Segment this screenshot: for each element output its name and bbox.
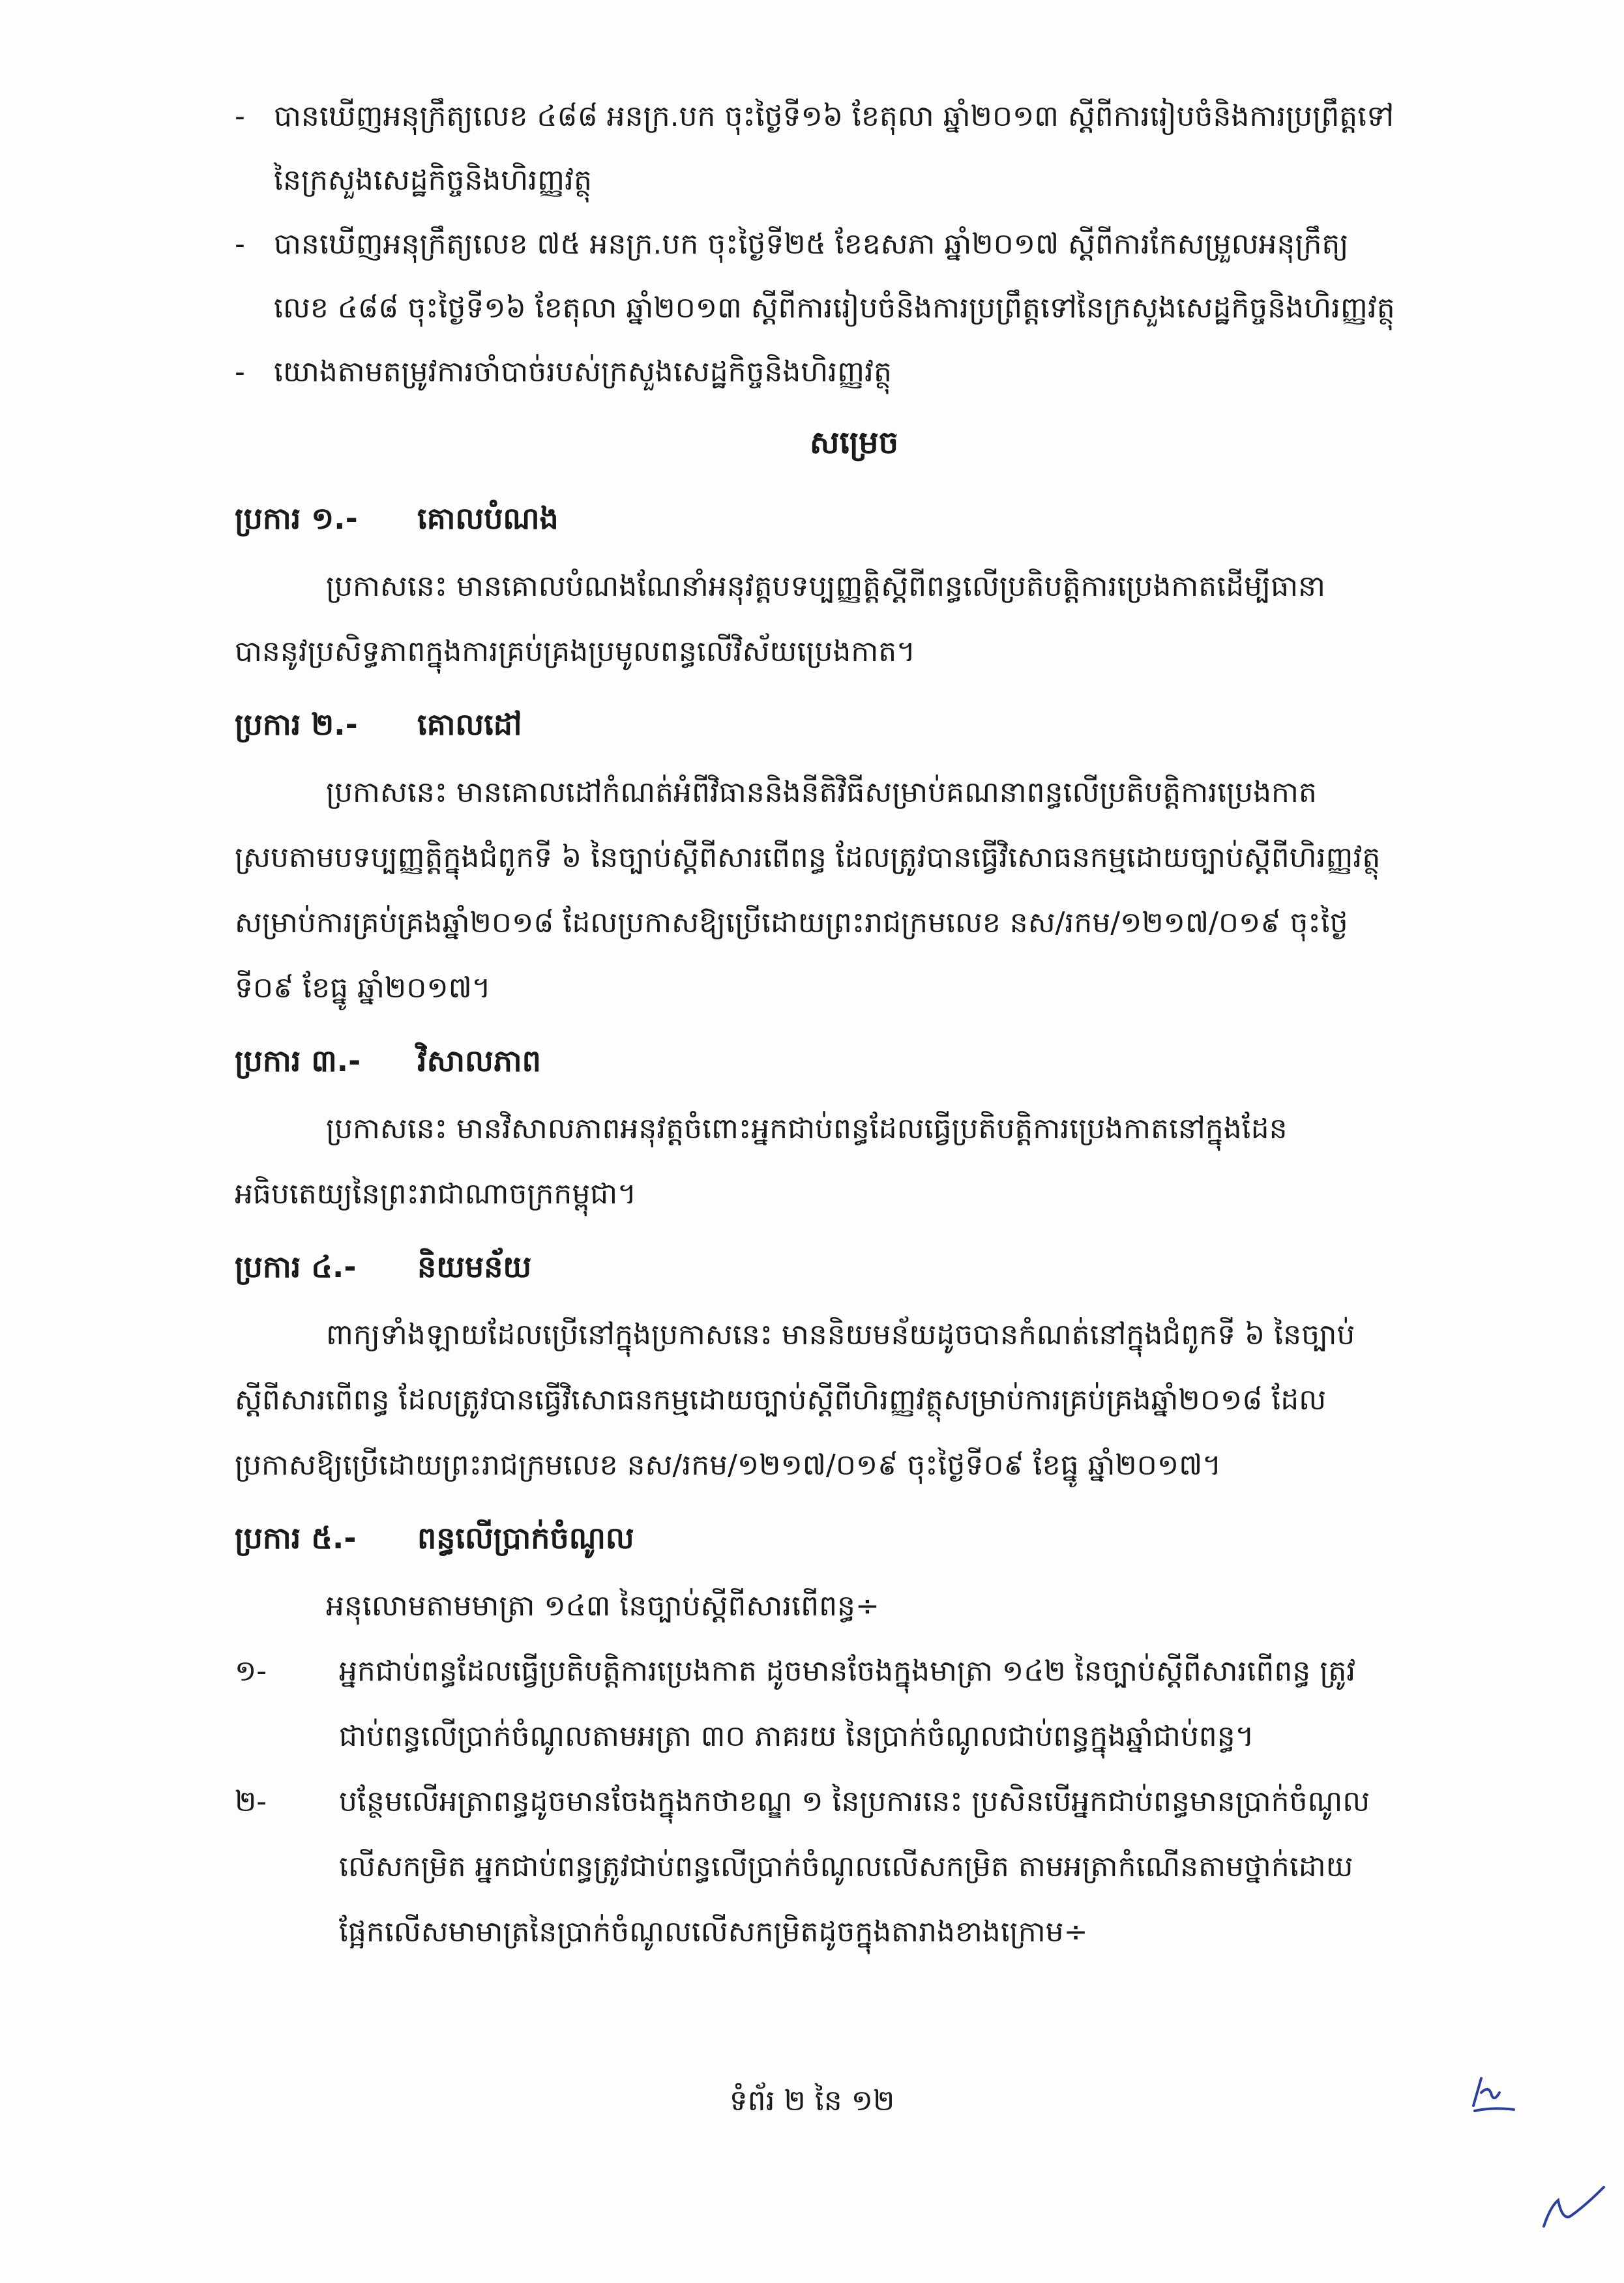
article-paragraph-1 xyxy=(235,554,1473,685)
article-paragraph-5 xyxy=(235,1574,1473,1639)
paragraph-line: ស្តីពីសារពើពន្ធ ដែលត្រូវបានធ្វើវិសោធនកម្មដោយច្បាប់ស្តីពីហិរញ្ញវត្ថុសម្រាប់ការគ្រប់គ្រងឆ្នាំ២០១៨ ដែល xyxy=(235,1383,1327,1417)
article-heading-5 xyxy=(235,1502,1473,1574)
bullet-dash: - xyxy=(235,100,245,133)
handwritten-initial xyxy=(1467,2073,1519,2119)
article-heading-1 xyxy=(235,482,1473,554)
bullet-dash: - xyxy=(235,355,245,389)
article-title: វិសាលភាព xyxy=(417,1043,541,1078)
article-number: ប្រការ ៣.- xyxy=(235,1043,361,1078)
item-line: អ្នកជាប់ពន្ធដែលធ្វើប្រតិបត្តិការប្រេងកាត ដូចមានចែងក្នុងមាត្រា ១៤២ នៃច្បាប់ស្តីពីសារពើពន្ធ ត្រូវ xyxy=(339,1655,1356,1688)
paragraph-line: អនុលោមតាមមាត្រា ១៤៣ នៃច្បាប់ស្តីពីសារពើពន្ធ÷ xyxy=(326,1589,879,1623)
article-title: ពន្ធលើប្រាក់ចំណូល xyxy=(417,1520,634,1555)
article-number: ប្រការ ២.- xyxy=(235,707,358,742)
article-title: គោលបំណង xyxy=(417,501,559,536)
item-line: ជាប់ពន្ធលើប្រាក់ចំណូលតាមអត្រា ៣០ ភាគរយ នៃប្រាក់ចំណូលជាប់ពន្ធក្នុងឆ្នាំជាប់ពន្ធ។ xyxy=(339,1720,1254,1753)
preamble-bullet-3 xyxy=(235,340,1473,404)
paragraph-line: ប្រកាសនេះ មានគោលដៅកំណត់អំពីវិធាននិងនីតិវិធីសម្រាប់គណនាពន្ធលើប្រតិបត្តិការប្រេងកាត xyxy=(326,776,1317,809)
article-paragraph-3 xyxy=(235,1097,1473,1227)
numbered-item-1 xyxy=(235,1639,1473,1769)
article-number: ប្រការ ៥.- xyxy=(235,1520,357,1555)
preamble-bullet-2 xyxy=(235,213,1473,276)
decision-heading: សម្រេច xyxy=(809,424,899,461)
document-body xyxy=(235,85,1473,1965)
paragraph-line: អធិបតេយ្យនៃព្រះរាជាណាចក្រកម្ពុជា។ xyxy=(235,1177,637,1211)
preamble-bullet-1 xyxy=(235,85,1473,149)
article-title: និយមន័យ xyxy=(417,1249,532,1284)
paragraph-line: សម្រាប់ការគ្រប់គ្រងឆ្នាំ២០១៨ ដែលប្រកាសឱ្យប្រើដោយព្រះរាជក្រមលេខ នស/រកម/១២១៧/០១៩ ចុះថ្ងៃ xyxy=(235,906,1348,939)
preamble-line: បានឃើញអនុក្រឹត្យលេខ ៧៥ អនក្រ.បក ចុះថ្ងៃទី២៥ ខែឧសភា ឆ្នាំ២០១៧ ស្តីពីការកែសម្រួលអនុក្រឹត្យ xyxy=(274,228,1349,261)
paragraph-line: បាននូវប្រសិទ្ធភាពក្នុងការគ្រប់គ្រងប្រមូលពន្ធលើវិស័យប្រេងកាត។ xyxy=(235,635,916,668)
preamble-line: បានឃើញអនុក្រឹត្យលេខ ៤៨៨ អនក្រ.បក ចុះថ្ងៃទី១៦ ខែតុលា ឆ្នាំ២០១៣ ស្តីពីការរៀបចំនិងការប្រព្រឹត្តទៅ xyxy=(274,100,1395,133)
preamble-line: លេខ ៤៨៨ ចុះថ្ងៃទី១៦ ខែតុលា ឆ្នាំ២០១៣ ស្តីពីការរៀបចំនិងការប្រព្រឹត្តទៅនៃក្រសួងសេដ្ឋកិច្ចនិងហិរញ្ញវត្ថុ xyxy=(274,291,1395,325)
bullet-dash: - xyxy=(235,228,245,261)
article-heading-4 xyxy=(235,1231,1473,1303)
article-title: គោលដៅ xyxy=(417,707,522,742)
paragraph-line: ស្របតាមបទប្បញ្ញត្តិក្នុងជំពូកទី ៦ នៃច្បាប់ស្តីពីសារពើពន្ធ ដែលត្រូវបានធ្វើវិសោធនកម្មដោយច្បាប់ស្តីពីហិរញ្ញវត្ថុ xyxy=(235,841,1381,874)
article-paragraph-2 xyxy=(235,760,1473,1021)
article-heading-2 xyxy=(235,688,1473,760)
article-paragraph-4 xyxy=(235,1303,1473,1498)
item-line: ផ្អែកលើសមាមាត្រនៃប្រាក់ចំណូលលើសកម្រិតដូចក្នុងតារាងខាងក្រោម÷ xyxy=(339,1915,1088,1949)
preamble-line: យោងតាមតម្រូវការចាំបាច់របស់ក្រសួងសេដ្ឋកិច្ចនិងហិរញ្ញវត្ថុ xyxy=(274,355,892,389)
item-line: បន្ថែមលើអត្រាពន្ធដូចមានចែងក្នុងកថាខណ្ឌ ១ នៃប្រការនេះ ប្រសិនបើអ្នកជាប់ពន្ធមានប្រាក់ចំណូល xyxy=(339,1785,1370,1818)
item-marker: ២- xyxy=(235,1785,267,1818)
item-marker: ១- xyxy=(235,1655,267,1688)
article-number: ប្រការ ១.- xyxy=(235,501,358,536)
paragraph-line: ប្រកាសឱ្យប្រើដោយព្រះរាជក្រមលេខ នស/រកម/១២១៧/០១៩ ចុះថ្ងៃទី០៩ ខែធ្នូ ឆ្នាំ២០១៧។ xyxy=(235,1449,1222,1482)
paragraph-line: ពាក្យទាំងឡាយដែលប្រើនៅក្នុងប្រកាសនេះ មាននិយមន័យដូចបានកំណត់នៅក្នុងជំពូកទី ៦ នៃច្បាប់ xyxy=(326,1318,1355,1351)
article-number: ប្រការ ៤.- xyxy=(235,1249,357,1284)
paragraph-line: ប្រកាសនេះ មានវិសាលភាពអនុវត្តចំពោះអ្នកជាប់ពន្ធដែលធ្វើប្រតិបត្តិការប្រេងកាតនៅក្នុងដែន xyxy=(326,1112,1288,1145)
page-number: ទំព័រ ២ នៃ ១២ xyxy=(729,2084,895,2117)
article-heading-3 xyxy=(235,1025,1473,1097)
handwritten-signature-mark xyxy=(1539,2181,1610,2233)
paragraph-line: ប្រកាសនេះ មានគោលបំណងណែនាំអនុវត្តបទប្បញ្ញត្តិស្តីពីពន្ធលើប្រតិបត្តិការប្រេងកាតដើម្បីធានា xyxy=(326,570,1325,603)
paragraph-line: ទី០៩ ខែធ្នូ ឆ្នាំ២០១៧។ xyxy=(235,971,491,1005)
numbered-item-2 xyxy=(235,1769,1473,1965)
preamble-line: នៃក្រសួងសេដ្ឋកិច្ចនិងហិរញ្ញវត្ថុ xyxy=(274,164,592,197)
item-line: លើសកម្រិត អ្នកជាប់ពន្ធត្រូវជាប់ពន្ធលើប្រាក់ចំណូលលើសកម្រិត តាមអត្រាកំណើនតាមថ្នាក់ដោយ xyxy=(339,1850,1353,1883)
